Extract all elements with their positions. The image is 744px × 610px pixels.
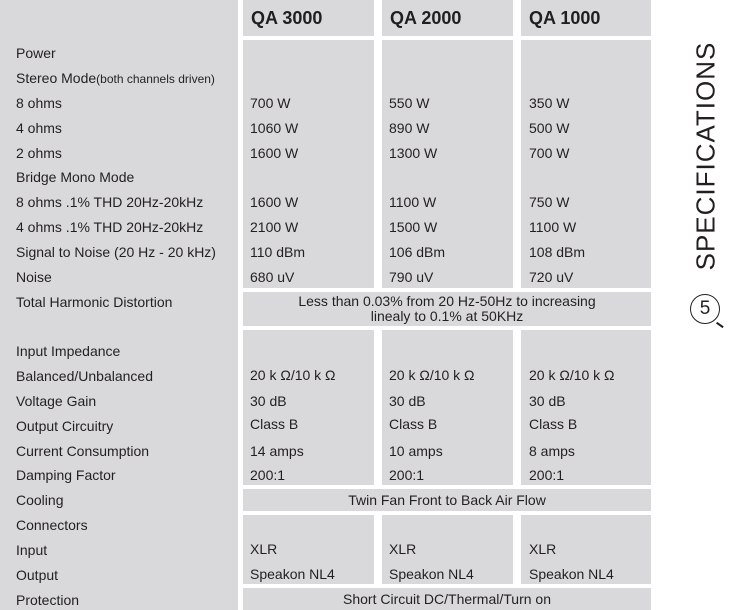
qa3000-signal-to-noise: 110 dBm [250,244,305,260]
label-current-consumption: Current Consumption [16,443,150,459]
label-output: Output [16,567,59,583]
qa3000-bridge-4-ohms: 2100 W [250,219,299,235]
qa2000-balanced: 20 k Ω/10 k Ω [389,367,475,383]
qa3000-current: 14 amps [250,443,304,459]
label-4-ohms: 4 ohms [16,120,62,136]
label-bridge-4-ohms: 4 ohms .1% THD 20Hz-20kHz [16,219,204,235]
qa1000-4-ohms: 500 W [529,120,570,136]
qa2000-noise: 790 uV [389,269,434,285]
qa1000-damping: 200:1 [529,467,565,483]
qa3000-2-ohms: 1600 W [250,145,299,161]
qa1000-output: Speakon NL4 [529,566,614,582]
qa2000-current: 10 amps [389,443,443,459]
protection-value: Short Circuit DC/Thermal/Turn on [343,591,551,607]
qa1000-2-ohms: 700 W [529,145,570,161]
column-header-qa3000: QA 3000 [243,0,374,36]
column-header-qa1000: QA 1000 [521,0,651,36]
qa2000-signal-to-noise: 106 dBm [389,244,446,260]
qa1000-current: 8 amps [529,443,575,459]
label-noise: Noise [16,269,52,285]
label-thd: Total Harmonic Distortion [16,294,173,310]
qa1000-input: XLR [529,541,557,557]
label-bridge-mono-mode: Bridge Mono Mode [16,169,135,185]
label-connectors: Connectors [16,517,88,533]
label-stereo-mode [16,70,215,87]
qa1000-balanced: 20 k Ω/10 k Ω [529,367,615,383]
label-input-impedance: Input Impedance [16,343,121,359]
qa2000-output: Speakon NL4 [389,566,474,582]
qa3000-noise: 680 uV [250,269,295,285]
qa3000-8-ohms: 700 W [250,95,291,111]
qa2000-damping: 200:1 [389,467,425,483]
qa3000-voltage-gain: 30 dB [250,393,287,409]
label-signal-to-noise: Signal to Noise (20 Hz - 20 kHz) [16,244,216,260]
label-stereo-mode-text: Stereo Mode [16,70,97,86]
qa3000-balanced: 20 k Ω/10 k Ω [250,367,336,383]
cooling-value: Twin Fan Front to Back Air Flow [348,492,546,508]
page-number-badge: 5 [690,294,720,324]
label-8-ohms: 8 ohms [16,95,62,111]
qa1000-bridge-8-ohms: 750 W [529,194,570,210]
label-cooling: Cooling [16,492,64,508]
qa2000-4-ohms: 890 W [389,120,430,136]
label-bridge-8-ohms: 8 ohms .1% THD 20Hz-20kHz [16,194,204,210]
qa2000-bridge-4-ohms: 1500 W [389,219,438,235]
thd-value-line-2: linealy to 0.1% at 50KHz [370,308,524,324]
qa3000-output: Speakon NL4 [250,566,335,582]
qa2000-bridge-8-ohms: 1100 W [389,194,437,210]
qa3000-output-circuitry: Class B [250,416,299,432]
label-output-circuitry: Output Circuitry [16,418,114,434]
qa2000-voltage-gain: 30 dB [389,393,426,409]
section-title-vertical: SPECIFICATIONS [690,41,721,271]
thd-value-line-1: Less than 0.03% from 20 Hz-50Hz to increasing [298,293,596,309]
label-2-ohms: 2 ohms [16,145,62,161]
qa1000-signal-to-noise: 108 dBm [529,244,586,260]
qa3000-input: XLR [250,541,278,557]
label-input: Input [16,542,48,558]
qa1000-8-ohms: 350 W [529,95,570,111]
qa2000-output-circuitry: Class B [389,416,438,432]
label-stereo-mode-note: (both channels driven) [96,72,215,86]
label-power: Power [16,45,56,61]
qa2000-input: XLR [389,541,417,557]
qa3000-bridge-8-ohms: 1600 W [250,194,299,210]
qa1000-output-circuitry: Class B [529,416,578,432]
qa2000-2-ohms: 1300 W [389,145,438,161]
qa1000-voltage-gain: 30 dB [529,393,566,409]
label-damping-factor: Damping Factor [16,467,116,483]
label-balanced-unbalanced: Balanced/Unbalanced [16,368,153,384]
label-voltage-gain: Voltage Gain [16,393,97,409]
qa1000-bridge-4-ohms: 1100 W [529,219,577,235]
column-header-qa2000: QA 2000 [382,0,513,36]
qa2000-8-ohms: 550 W [389,95,430,111]
label-protection: Protection [16,592,80,608]
qa3000-damping: 200:1 [250,467,286,483]
qa1000-noise: 720 uV [529,269,574,285]
qa3000-4-ohms: 1060 W [250,120,299,136]
